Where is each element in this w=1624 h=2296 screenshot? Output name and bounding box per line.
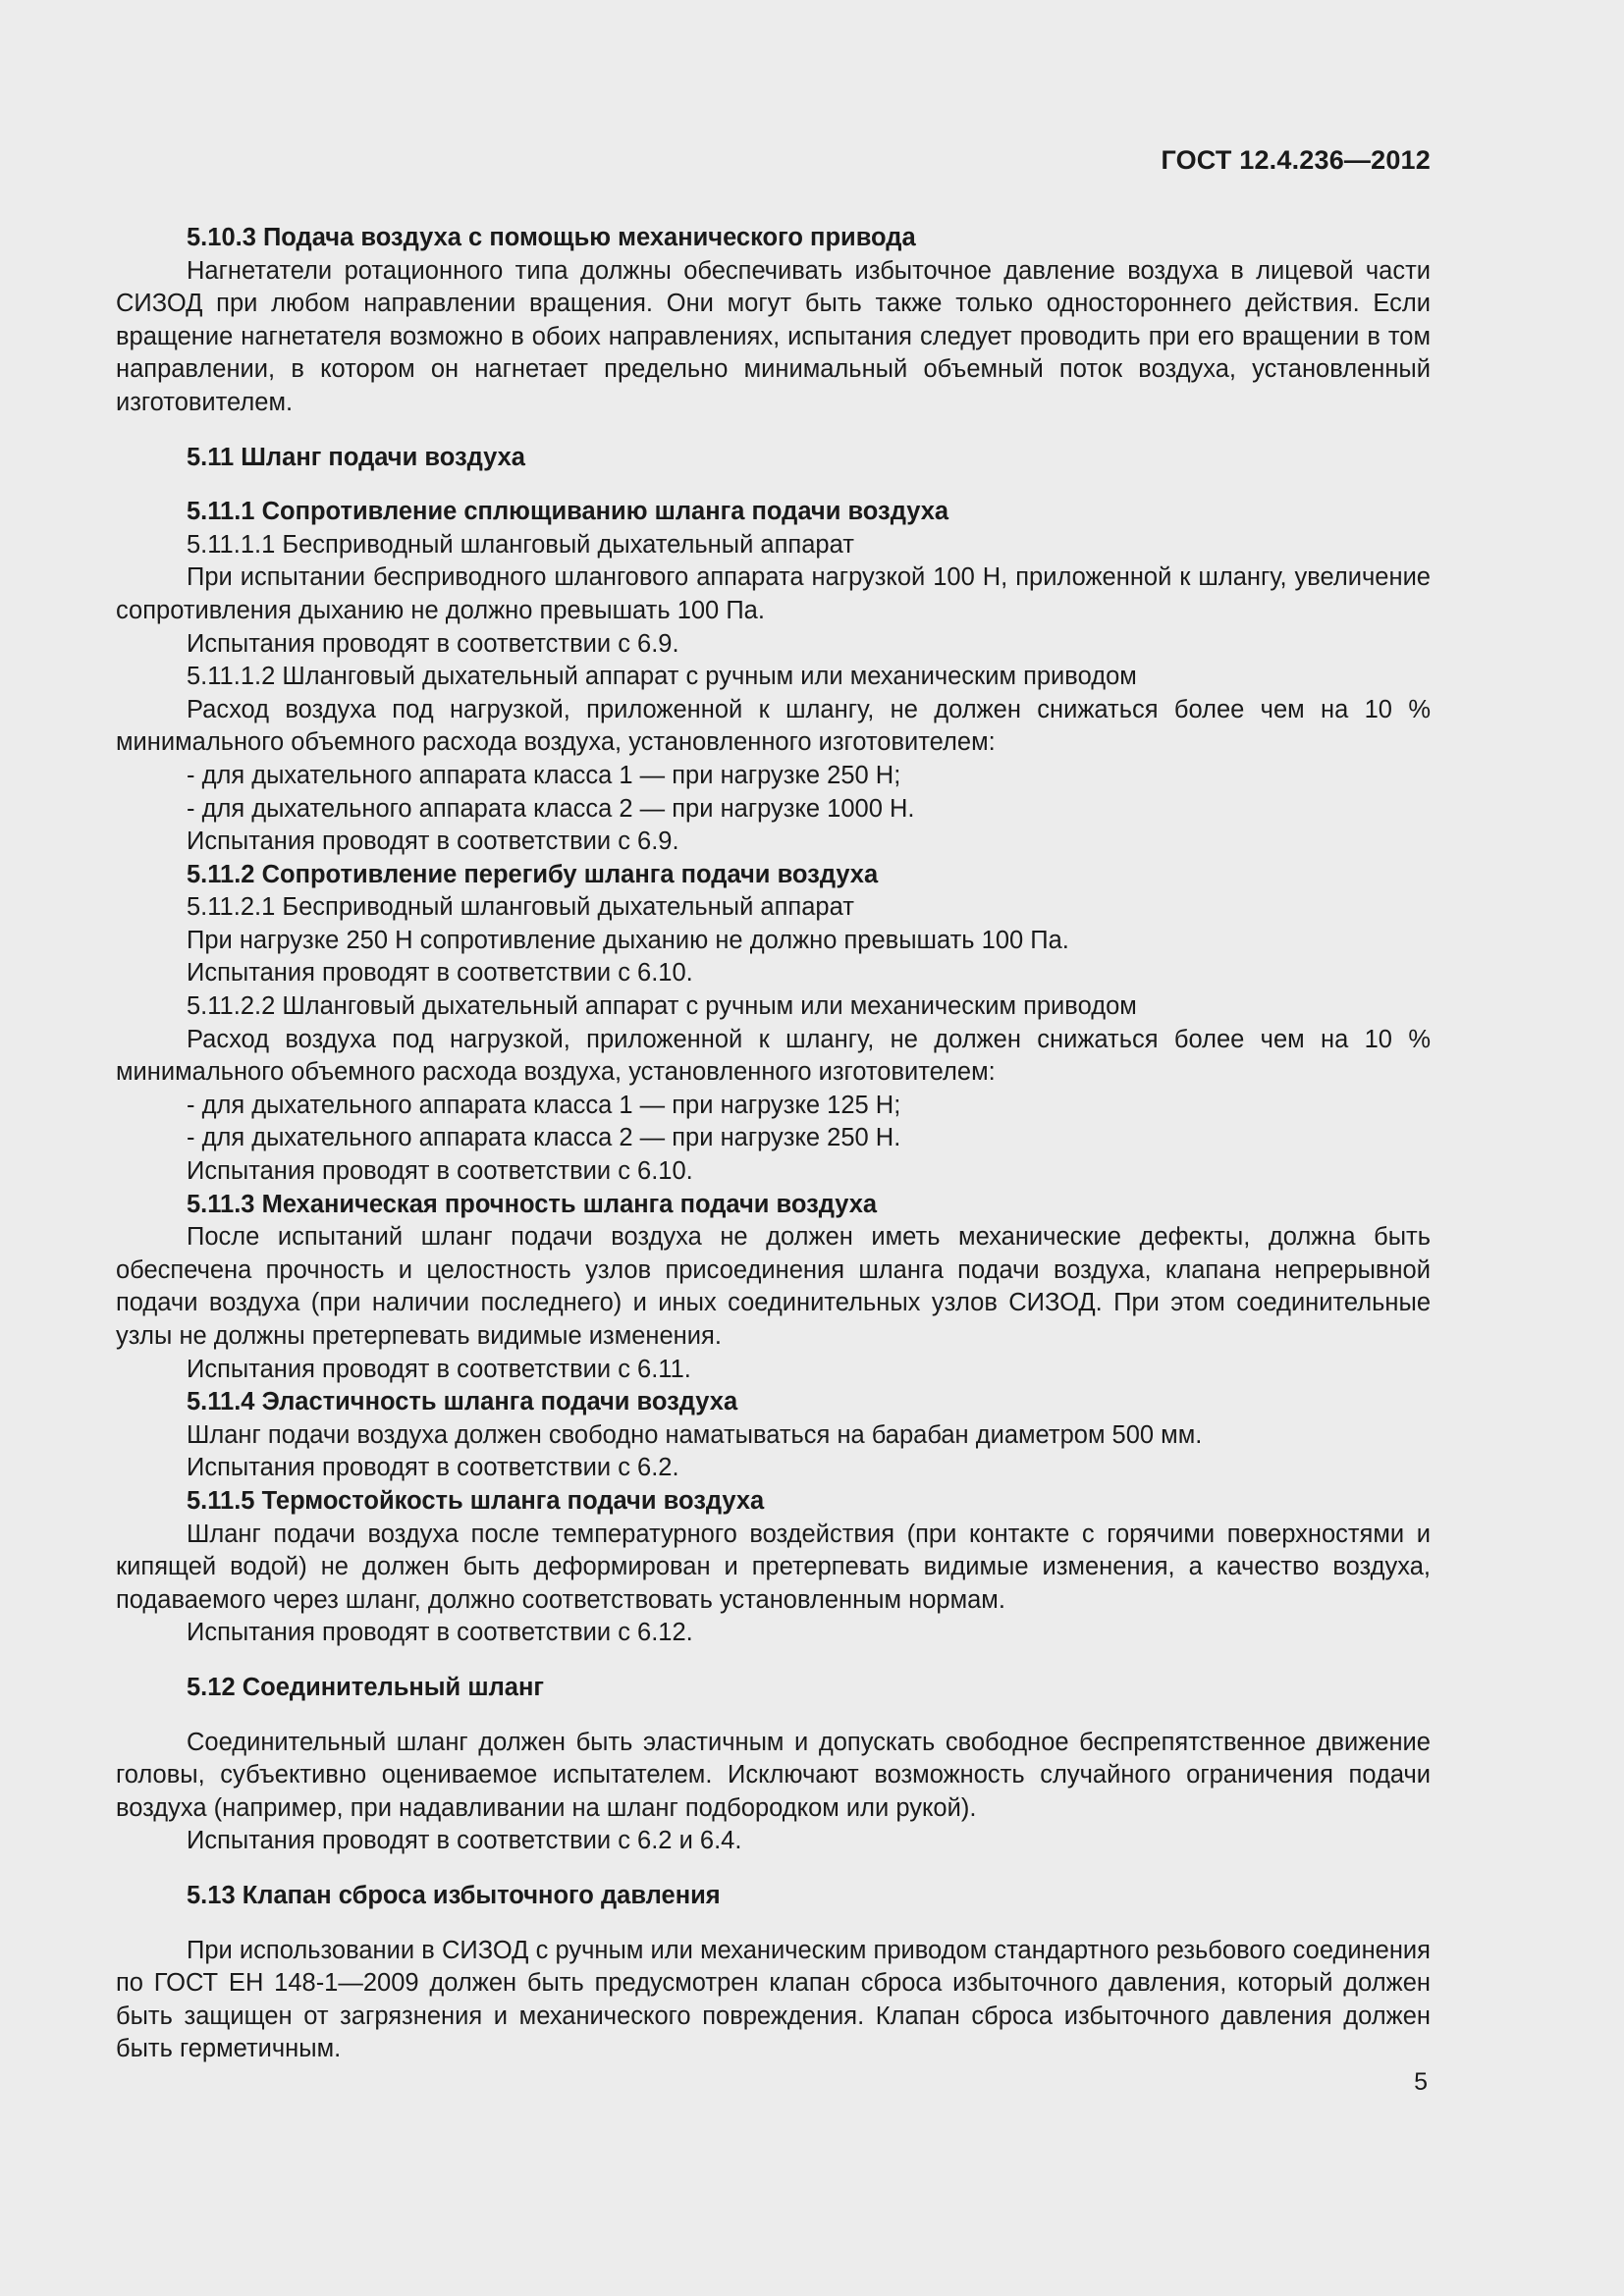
paragraph: Испытания проводят в соответствии с 6.9.: [187, 629, 679, 658]
list-item: - для дыхательного аппарата класса 2 — при нагрузке 250 Н.: [187, 1124, 901, 1152]
subsection-heading-5-11-2: 5.11.2 Сопротивление перегибу шланга подачи воздуха: [187, 860, 879, 888]
clause-heading-5-11-1-1: 5.11.1.1 Бесприводный шланговый дыхательный аппарат: [187, 530, 854, 559]
paragraph: Испытания проводят в соответствии с 6.2 и 6.4.: [187, 1827, 742, 1855]
section-heading-5-13: 5.13 Клапан сброса избыточного давления: [187, 1881, 721, 1909]
paragraph: После испытаний шланг подачи воздуха не должен иметь механические дефекты, должна быть обеспечена прочность и целостность узлов присоединения шланга подачи воздуха, клапана непрерывной подачи воздуха (при наличии последнего) и иных соединительных узлов СИЗОД. При этом соединительные узлы не должны претерпевать видимые изменения.: [116, 1223, 1431, 1350]
subsection-heading-5-11-4: 5.11.4 Эластичность шланга подачи воздуха: [187, 1388, 738, 1416]
paragraph: Испытания проводят в соответствии с 6.12.: [187, 1619, 693, 1647]
subsection-heading-5-11-1: 5.11.1 Сопротивление сплющиванию шланга подачи воздуха: [187, 498, 949, 526]
paragraph: Испытания проводят в соответствии с 6.10.: [187, 1157, 693, 1186]
clause-heading-5-11-2-2: 5.11.2.2 Шланговый дыхательный аппарат с ручным или механическим приводом: [187, 992, 1137, 1021]
section-heading-5-12: 5.12 Соединительный шланг: [187, 1673, 544, 1701]
subsection-heading-5-11-3: 5.11.3 Механическая прочность шланга подачи воздуха: [187, 1190, 878, 1218]
paragraph: Испытания проводят в соответствии с 6.2.: [187, 1454, 679, 1482]
paragraph: Испытания проводят в соответствии с 6.10.: [187, 959, 693, 988]
clause-heading-5-11-2-1: 5.11.2.1 Бесприводный шланговый дыхательный аппарат: [187, 893, 854, 922]
document-header: ГОСТ 12.4.236—2012: [1161, 145, 1431, 175]
paragraph: Нагнетатели ротационного типа должны обеспечивать избыточное давление воздуха в лицевой части СИЗОД при любом направлении вращения. Они могут быть также только одностороннего действия. Если вращение нагнетателя возможно в обоих направлениях, испытания следует проводить при его вращении в том направлении, в котором он нагнетает предельно минимальный объемный поток воздуха, установленный изготовителем.: [116, 256, 1431, 416]
paragraph: Расход воздуха под нагрузкой, приложенной к шлангу, не должен снижаться более чем на 10 % минимального объемного расхода воздуха, установленного изготовителем:: [116, 695, 1431, 757]
list-item: - для дыхательного аппарата класса 2 — при нагрузке 1000 Н.: [187, 794, 915, 823]
section-heading-5-11: 5.11 Шланг подачи воздуха: [187, 443, 525, 471]
subsection-heading-5-11-5: 5.11.5 Термостойкость шланга подачи воздуха: [187, 1486, 765, 1515]
list-item: - для дыхательного аппарата класса 1 — при нагрузке 250 Н;: [187, 761, 901, 789]
page-number: 5: [1414, 2068, 1428, 2096]
paragraph: Расход воздуха под нагрузкой, приложенной к шлангу, не должен снижаться более чем на 10 % минимального объемного расхода воздуха, установленного изготовителем:: [116, 1025, 1431, 1087]
paragraph: При нагрузке 250 Н сопротивление дыханию не должно превышать 100 Па.: [187, 926, 1069, 954]
paragraph: При испытании бесприводного шлангового аппарата нагрузкой 100 Н, приложенной к шлангу, увеличение сопротивления дыханию не должно превышать 100 Па.: [116, 563, 1431, 624]
list-item: - для дыхательного аппарата класса 1 — при нагрузке 125 Н;: [187, 1091, 901, 1119]
paragraph: Испытания проводят в соответствии с 6.11.: [187, 1355, 691, 1383]
clause-heading-5-11-1-2: 5.11.1.2 Шланговый дыхательный аппарат с ручным или механическим приводом: [187, 663, 1137, 691]
paragraph: Шланг подачи воздуха должен свободно наматываться на барабан диаметром 500 мм.: [187, 1420, 1203, 1449]
paragraph: Испытания проводят в соответствии с 6.9.: [187, 828, 679, 856]
paragraph: Шланг подачи воздуха после температурного воздействия (при контакте с горячими поверхностями и кипящей водой) не должен быть деформирован и претерпевать видимые изменения, а качество воздуха, подаваемого через шланг, должно соответствовать установленным нормам.: [116, 1520, 1431, 1614]
subsection-heading-5-10-3: 5.10.3 Подача воздуха с помощью механического привода: [187, 224, 916, 251]
paragraph: Соединительный шланг должен быть эластичным и допускать свободное беспрепятственное движение головы, субъективно оцениваемое испытателем. Исключают возможность случайного ограничения подачи воздуха (например, при надавливании на шланг подбородком или рукой).: [116, 1728, 1431, 1822]
document-body: [116, 222, 1431, 2066]
paragraph: При использовании в СИЗОД с ручным или механическим приводом стандартного резьбового соединения по ГОСТ ЕН 148-1—2009 должен быть предусмотрен клапан сброса избыточного давления, который должен быть защищен от загрязнения и механического повреждения. Клапан сброса избыточного давления должен быть герметичным.: [116, 1936, 1431, 2063]
